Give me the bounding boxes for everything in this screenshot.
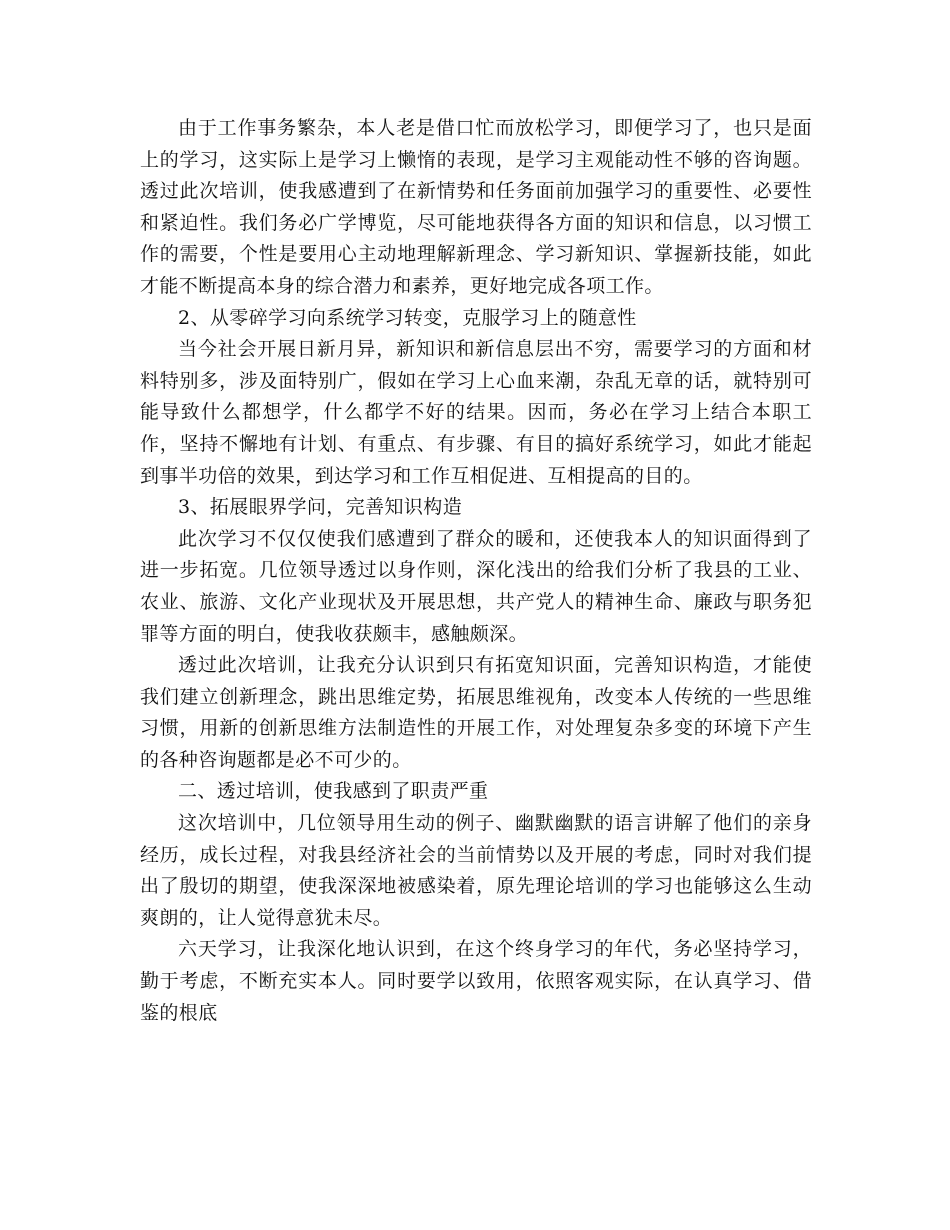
paragraph: 这次培训中，几位领导用生动的例子、幽默幽默的语言讲解了他们的亲身经历，成长过程，对我县经济社会的当前情势以及开展的考虑，同时对我们提出了殷切的期望，使我深深地被感染着，原先理论培训的学习也能够这么生动爽朗的，让人觉得意犹未尽。 [140,812,812,929]
paragraph: 当今社会开展日新月异，新知识和新信息层出不穷，需要学习的方面和材料特别多，涉及面特别广，假如在学习上心血来潮，杂乱无章的话，就特别可能导致什么都想学，什么都学不好的结果。因而，务必在学习上结合本职工作，坚持不懈地有计划、有重点、有步骤、有目的搞好系统学习，如此才能起到事半功倍的效果，到达学习和工作互相促进、互相提高的目的。 [140,338,812,487]
section-heading: 二、透过培训，使我感到了职责严重 [178,780,489,803]
paragraph: 此次学习不仅仅使我们感遭到了群众的暖和，还使我本人的知识面得到了进一步拓宽。几位领导透过以身作则，深化浅出的给我们分析了我县的工业、农业、旅游、文化产业现状及开展思想，共产党人的精神生命、廉政与职务犯罪等方面的明白，使我收获颇丰，感触颇深。 [140,527,812,645]
paragraph: 由于工作事务繁杂，本人老是借口忙而放松学习，即便学习了，也只是面上的学习，这实际上是学习上懒惰的表现，是学习主观能动性不够的咨询题。透过此次培训，使我感遭到了在新情势和任务面前加强学习的重要性、必要性和紧迫性。我们务必广学博览，尽可能地获得各方面的知识和信息，以习惯工作的需要，个性是要用心主动地理解新理念、学习新知识、掌握新技能，如此才能不断提高本身的综合潜力和素养，更好地完成各项工作。 [140,117,812,297]
section-heading: 2、从零碎学习向系统学习转变，克服学习上的随意性 [178,306,637,329]
paragraph: 透过此次培训，让我充分认识到只有拓宽知识面，完善知识构造，才能使我们建立创新理念，跳出思维定势，拓展思维视角，改变本人传统的一些思维习惯，用新的创新思维方法制造性的开展工作，对处理复杂多变的环境下产生的各种咨询题都是必不可少的。 [140,654,812,771]
section-heading: 3、拓展眼界学问，完善知识构造 [178,496,463,519]
paragraph: 六天学习，让我深化地认识到，在这个终身学习的年代，务必坚持学习，勤于考虑，不断充实本人。同时要学以致用，依照客观实际，在认真学习、借鉴的根底 [140,938,812,1024]
document-body [140,113,812,1029]
